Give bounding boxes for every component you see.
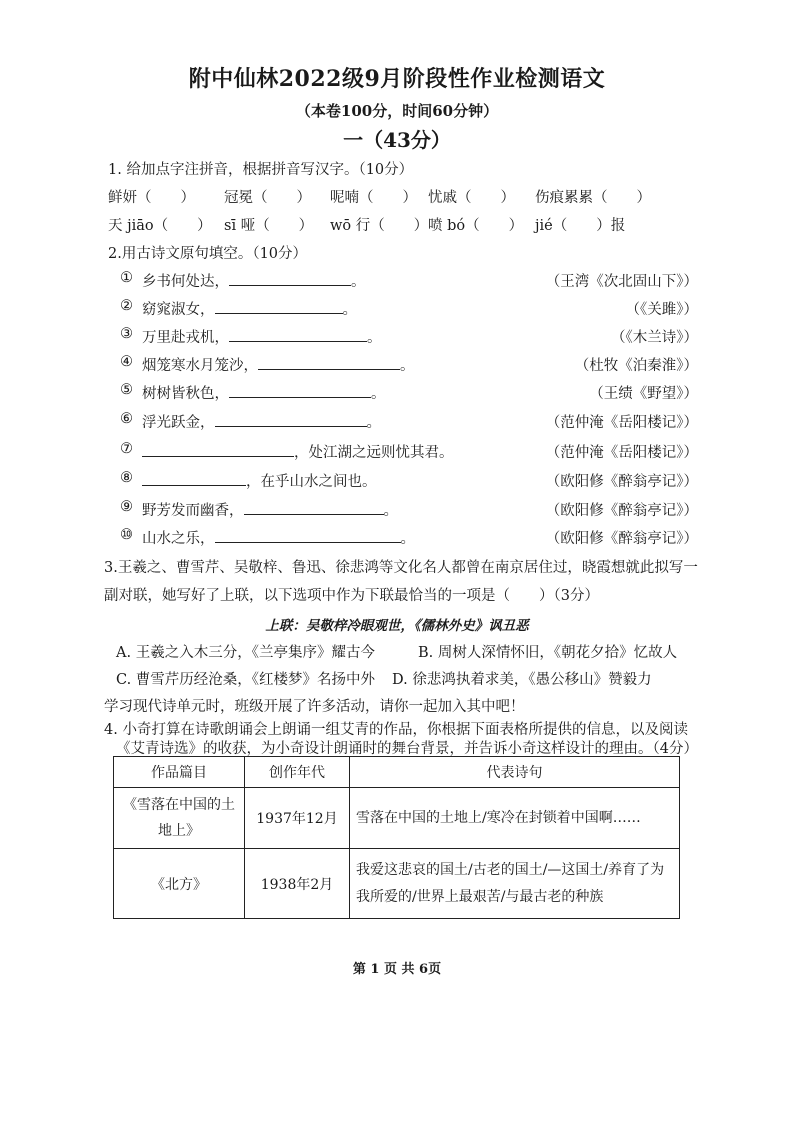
poem-prompt: 树树皆秋色， bbox=[142, 386, 229, 402]
poem-source: （范仲淹《岳阳楼记》） bbox=[545, 415, 698, 431]
poem-source: （欧阳修《醉翁亭记》） bbox=[545, 503, 698, 519]
q1-item: 喷 bó（ ） bbox=[428, 218, 524, 234]
exam-info: （本卷100分，时间60分钟） bbox=[295, 102, 499, 120]
cell-year: 1937年12月 bbox=[245, 788, 350, 849]
poem-item bbox=[120, 499, 698, 521]
poem-prompt: 窈窕淑女， bbox=[142, 302, 215, 318]
cell-work: 《雪落在中国的土地上》 bbox=[114, 788, 245, 849]
column-header: 代表诗句 bbox=[350, 757, 680, 788]
poem-suffix: 。 bbox=[400, 531, 415, 547]
poem-source: （王绩《野望》） bbox=[589, 386, 698, 402]
q4-prompt-line-1: 4. 小奇打算在诗歌朗诵会上朗诵一组艾青的作品，你根据下面表格所提供的信息，以及阅读 bbox=[104, 722, 688, 738]
answer-blank[interactable] bbox=[142, 442, 294, 457]
poem-prompt: 烟笼寒水月笼沙， bbox=[142, 358, 258, 374]
unit-intro: 学习现代诗单元时，班级开展了许多活动，请你一起加入其中吧！ bbox=[104, 699, 525, 715]
poem-suffix: 。 bbox=[351, 274, 366, 290]
item-number: ② bbox=[120, 298, 133, 314]
item-number: ⑧ bbox=[120, 470, 133, 486]
poem-source: （欧阳修《醉翁亭记》） bbox=[545, 474, 698, 490]
table-row bbox=[114, 849, 680, 919]
option-b[interactable]: B. 周树人深情怀旧，《朝花夕拾》忆故人 bbox=[418, 645, 678, 661]
poem-suffix: 。 bbox=[342, 302, 357, 318]
q1-item: 冠冕（ ） bbox=[224, 190, 311, 206]
q1-item: 天 jiāo（ ） bbox=[108, 218, 212, 234]
poem-source: （《木兰诗》） bbox=[611, 330, 698, 346]
answer-blank[interactable] bbox=[215, 528, 401, 543]
poem-item bbox=[120, 298, 698, 320]
poem-prompt: 乡书何处达， bbox=[142, 274, 229, 290]
poem-item bbox=[120, 270, 698, 292]
cell-year: 1938年2月 bbox=[245, 849, 350, 919]
poem-suffix: 。 bbox=[371, 386, 386, 402]
q4-prompt-line-2: 《艾青诗选》的收获，为小奇设计朗诵时的舞台背景，并告诉小奇这样设计的理由。（4分） bbox=[116, 741, 698, 757]
answer-blank[interactable] bbox=[244, 500, 384, 515]
poem-source: （范仲淹《岳阳楼记》） bbox=[545, 445, 698, 461]
q1-item: wō 行（ ） bbox=[330, 218, 429, 234]
poem-suffix: 。 bbox=[366, 415, 381, 431]
poem-suffix: ，在乎山水之间也。 bbox=[246, 474, 377, 490]
item-number: ⑥ bbox=[120, 411, 133, 427]
poem-item bbox=[120, 441, 698, 463]
q2-prompt: 2.用古诗文原句填空。（10分） bbox=[108, 246, 308, 262]
poem-info-table bbox=[113, 756, 680, 919]
poem-item bbox=[120, 326, 698, 348]
poem-item bbox=[120, 411, 698, 433]
item-number: ⑩ bbox=[120, 527, 133, 543]
couplet-upper: 上联：吴敬梓冷眼观世，《儒林外史》讽丑恶 bbox=[265, 618, 529, 634]
poem-suffix: ，处江湖之远则忧其君。 bbox=[294, 445, 454, 461]
q3-prompt-line-1: 3.王羲之、曹雪芹、吴敬梓、鲁迅、徐悲鸿等文化名人都曾在南京居住过，晓霞想就此拟写一 bbox=[104, 560, 698, 576]
q1-prompt: 1. 给加点字注拼音，根据拼音写汉字。（10分） bbox=[108, 162, 414, 178]
answer-blank[interactable] bbox=[215, 299, 343, 314]
q1-item: jié（ ）报 bbox=[535, 218, 626, 234]
poem-suffix: 。 bbox=[383, 503, 398, 519]
page-footer: 第 1 页 共 6页 bbox=[352, 962, 442, 977]
poem-source: （王湾《次北固山下》） bbox=[545, 274, 698, 290]
poem-prompt: 野芳发而幽香， bbox=[142, 503, 244, 519]
poem-source: （《关雎》） bbox=[625, 302, 698, 318]
poem-prompt: 山水之乐， bbox=[142, 531, 215, 547]
answer-blank[interactable] bbox=[142, 471, 246, 486]
option-a[interactable]: A. 王羲之入木三分，《兰亭集序》耀古今 bbox=[116, 645, 375, 661]
poem-source: （杜牧《泊秦淮》） bbox=[574, 358, 698, 374]
poem-suffix: 。 bbox=[367, 330, 382, 346]
answer-blank[interactable] bbox=[215, 412, 367, 427]
option-d[interactable]: D. 徐悲鸿执着求美，《愚公移山》赞毅力 bbox=[392, 672, 652, 688]
item-number: ⑨ bbox=[120, 499, 133, 515]
q3-prompt-line-2: 副对联，她写好了上联，以下选项中作为下联最恰当的一项是（ ）（3分） bbox=[104, 588, 599, 604]
table-row bbox=[114, 788, 680, 849]
q1-item: sī 哑（ ） bbox=[224, 218, 314, 234]
poem-item bbox=[120, 382, 698, 404]
q1-item: 呢喃（ ） bbox=[330, 190, 417, 206]
cell-lines: 我爱这悲哀的国土/古老的国土/—这国土/养育了为我所爱的/世界上最艰苦/与最古老的种族 bbox=[350, 849, 680, 919]
answer-blank[interactable] bbox=[258, 355, 400, 370]
item-number: ⑦ bbox=[120, 441, 133, 457]
answer-blank[interactable] bbox=[229, 271, 351, 286]
poem-item bbox=[120, 470, 698, 492]
poem-source: （欧阳修《醉翁亭记》） bbox=[545, 531, 698, 547]
q1-item: 伤痕累累（ ） bbox=[535, 190, 651, 206]
item-number: ① bbox=[120, 270, 133, 286]
q1-item: 鲜妍（ ） bbox=[108, 190, 195, 206]
answer-blank[interactable] bbox=[229, 383, 371, 398]
poem-prompt: 万里赴戎机， bbox=[142, 330, 229, 346]
column-header: 作品篇目 bbox=[114, 757, 245, 788]
item-number: ③ bbox=[120, 326, 133, 342]
cell-work: 《北方》 bbox=[114, 849, 245, 919]
item-number: ④ bbox=[120, 354, 133, 370]
answer-blank[interactable] bbox=[229, 327, 367, 342]
item-number: ⑤ bbox=[120, 382, 133, 398]
page-title: 附中仙林2022级9月阶段性作业检测语文 bbox=[188, 66, 606, 92]
column-header: 创作年代 bbox=[245, 757, 350, 788]
poem-item bbox=[120, 527, 698, 549]
section-heading: 一（43分） bbox=[343, 128, 451, 152]
poem-item bbox=[120, 354, 698, 376]
table-header-row bbox=[114, 757, 680, 788]
q1-item: 忧戚（ ） bbox=[428, 190, 515, 206]
option-c[interactable]: C. 曹雪芹历经沧桑，《红楼梦》名扬中外 bbox=[116, 672, 376, 688]
poem-suffix: 。 bbox=[400, 358, 415, 374]
cell-lines: 雪落在中国的土地上/寒冷在封锁着中国啊…… bbox=[350, 788, 680, 849]
poem-prompt: 浮光跃金， bbox=[142, 415, 215, 431]
